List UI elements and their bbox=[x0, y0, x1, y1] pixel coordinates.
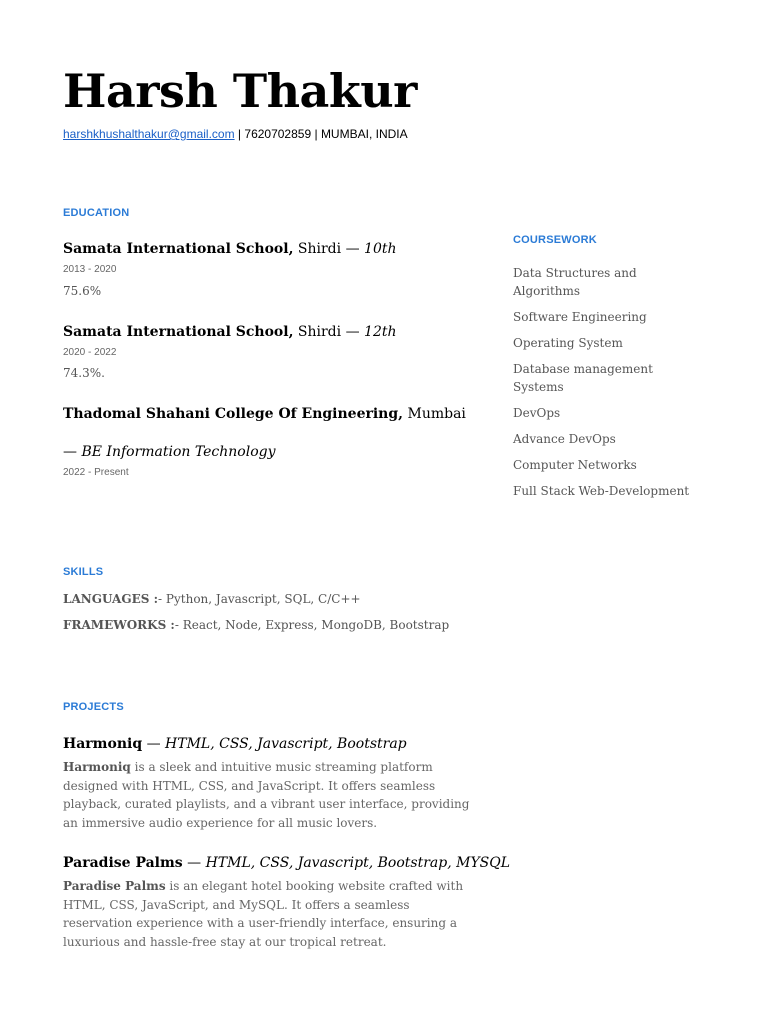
skills-frameworks-value: - React, Node, Express, MongoDB, Bootstrap bbox=[174, 618, 450, 632]
institution-place: Mumbai bbox=[403, 406, 466, 422]
project-dash: — bbox=[142, 736, 166, 752]
education-grade: 75.6% bbox=[63, 284, 102, 298]
degree-dash: — bbox=[63, 444, 82, 460]
resume-name: Harsh Thakur bbox=[63, 64, 417, 118]
project-desc-name: Harmoniq bbox=[63, 760, 131, 774]
institution-place: Shirdi — bbox=[293, 324, 365, 340]
education-dates: 2020 - 2022 bbox=[63, 347, 117, 358]
coursework-item: Computer Networks bbox=[513, 458, 637, 472]
education-level: BE Information Technology bbox=[81, 444, 276, 460]
coursework-item: DevOps bbox=[513, 406, 561, 420]
project-description bbox=[63, 877, 478, 951]
coursework-list bbox=[513, 264, 693, 508]
education-dates: 2013 - 2020 bbox=[63, 264, 117, 275]
coursework-item: Data Structures and Algorithms bbox=[513, 266, 637, 298]
project-tech: HTML, CSS, Javascript, Bootstrap, MYSQL bbox=[205, 855, 511, 871]
location: MUMBAI, INDIA bbox=[320, 127, 408, 141]
project-name: Harmoniq bbox=[63, 736, 143, 752]
contact-line bbox=[63, 126, 408, 142]
skills-frameworks-label: FRAMEWORKS : bbox=[63, 618, 175, 632]
project-desc-text: is an elegant hotel booking website crafted with HTML, CSS, JavaScript, and MySQL. It offers a seamless reservation experience with a user-friendly interface, ensuring a luxurious and hassle-free stay at our tropical retreat. bbox=[63, 879, 464, 949]
contact-separator: | bbox=[311, 127, 321, 141]
skills-frameworks bbox=[63, 617, 449, 633]
education-level: 10th bbox=[364, 241, 397, 257]
project-title bbox=[63, 853, 510, 873]
education-entry-title bbox=[63, 404, 466, 424]
education-degree-line bbox=[63, 442, 276, 462]
phone-number: 7620702859 bbox=[244, 127, 312, 141]
coursework-heading: COURSEWORK bbox=[513, 234, 597, 246]
coursework-item: Database management Systems bbox=[513, 362, 653, 394]
project-tech: HTML, CSS, Javascript, Bootstrap bbox=[165, 736, 407, 752]
education-entry-title bbox=[63, 239, 397, 259]
coursework-item: Full Stack Web-Development bbox=[513, 484, 690, 498]
contact-separator: | bbox=[234, 127, 245, 141]
skills-languages-label: LANGUAGES : bbox=[63, 592, 159, 606]
education-entry-title bbox=[63, 322, 397, 342]
skills-languages bbox=[63, 591, 361, 607]
email-link[interactable]: harshkhushalthakur@gmail.com bbox=[63, 127, 235, 141]
education-dates: 2022 - Present bbox=[63, 467, 129, 478]
coursework-item: Operating System bbox=[513, 336, 623, 350]
education-heading: EDUCATION bbox=[63, 207, 130, 219]
project-description bbox=[63, 758, 478, 832]
education-grade: 74.3%. bbox=[63, 366, 105, 380]
institution-name: Thadomal Shahani College Of Engineering, bbox=[63, 406, 404, 422]
institution-name: Samata International School, bbox=[63, 324, 294, 340]
institution-place: Shirdi — bbox=[293, 241, 365, 257]
project-desc-name: Paradise Palms bbox=[63, 879, 166, 893]
project-name: Paradise Palms bbox=[63, 855, 183, 871]
project-dash: — bbox=[182, 855, 206, 871]
coursework-item: Advance DevOps bbox=[513, 432, 616, 446]
skills-languages-value: - Python, Javascript, SQL, C/C++ bbox=[158, 592, 361, 606]
projects-heading: PROJECTS bbox=[63, 701, 124, 713]
project-title bbox=[63, 734, 407, 754]
education-level: 12th bbox=[364, 324, 397, 340]
skills-heading: SKILLS bbox=[63, 566, 104, 578]
project-desc-text: is a sleek and intuitive music streaming platform designed with HTML, CSS, and JavaScript. It offers seamless playback, curated playlists, and a vibrant user interface, providing an immersive audio experience for all music lovers. bbox=[63, 760, 470, 830]
institution-name: Samata International School, bbox=[63, 241, 294, 257]
coursework-item: Software Engineering bbox=[513, 310, 647, 324]
